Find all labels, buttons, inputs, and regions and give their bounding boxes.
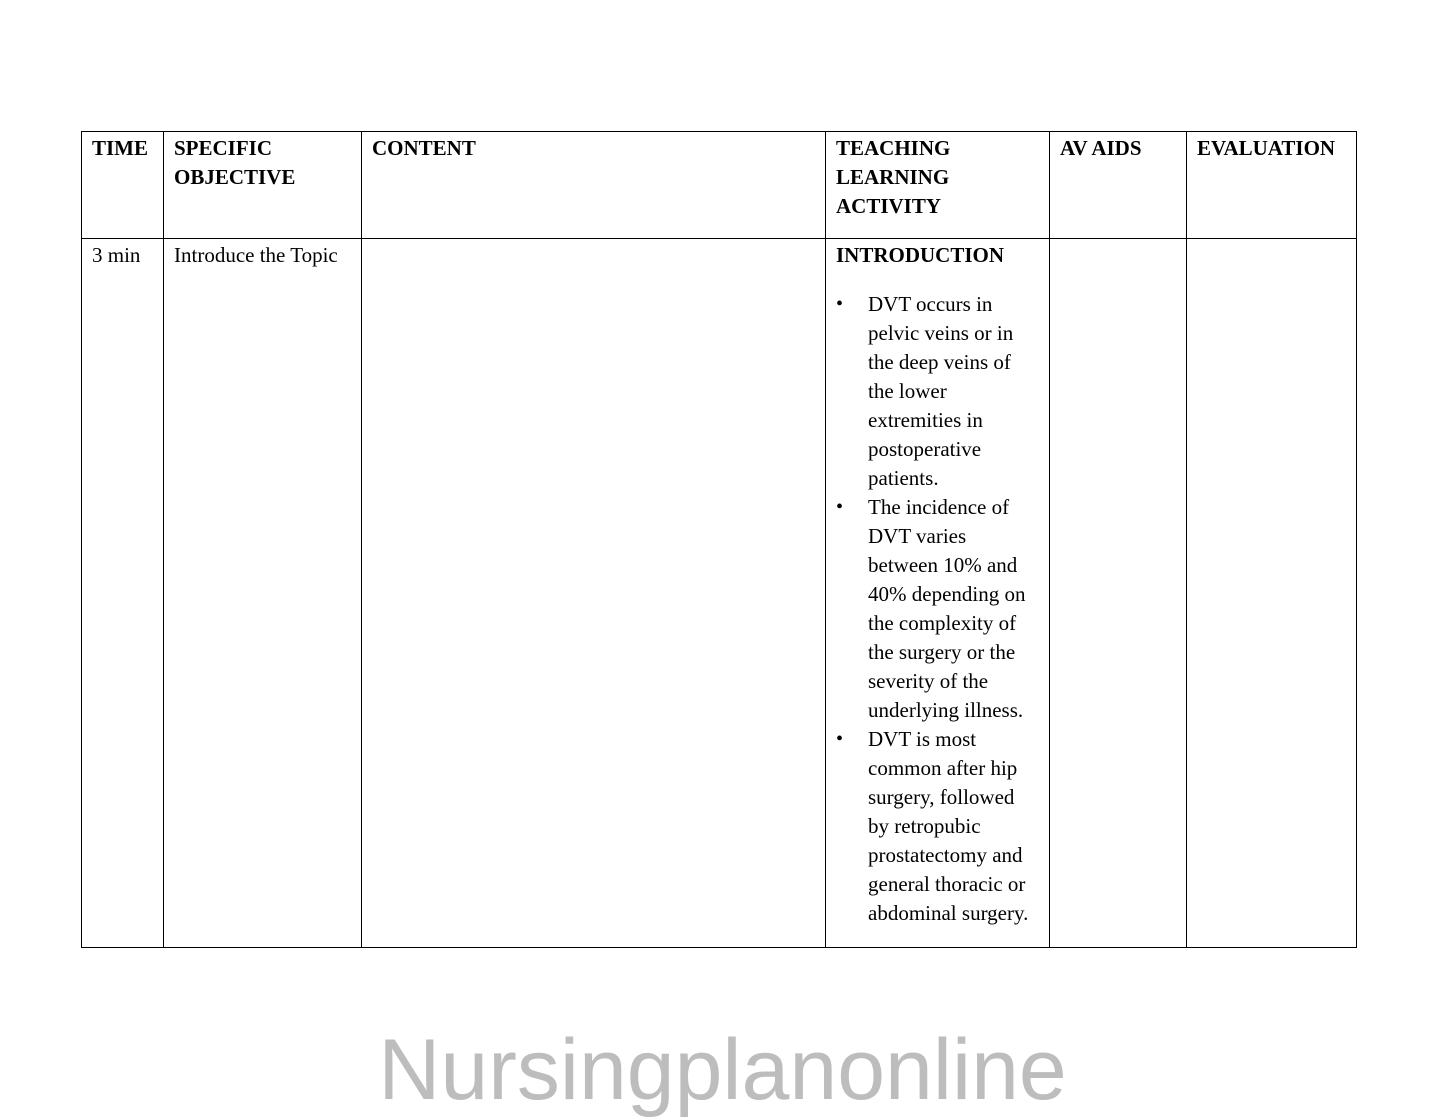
bullet-icon: •	[836, 728, 844, 750]
header-evaluation: EVALUATION	[1187, 132, 1357, 239]
header-time: TIME	[82, 132, 164, 239]
list-item	[836, 290, 1039, 493]
header-specific-objective: SPECIFIC OBJECTIVE	[164, 132, 362, 239]
cell-time: 3 min	[82, 239, 164, 948]
activity-point-text: DVT is most common after hip surgery, followed by retropubic prostatectomy and general thoracic or abdominal surgery.	[868, 727, 1029, 925]
header-av-aids: AV AIDS	[1050, 132, 1187, 239]
cell-specific-objective: Introduce the Topic	[164, 239, 362, 948]
header-teaching-learning-activity: TEACHING LEARNING ACTIVITY	[826, 132, 1050, 239]
activity-point-text: The incidence of DVT varies between 10% and 40% depending on the complexity of the surgery or the severity of the underlying illness.	[868, 495, 1026, 722]
bullet-icon: •	[836, 293, 844, 315]
cell-av-aids	[1050, 239, 1187, 948]
cell-content	[362, 239, 826, 948]
list-item	[836, 725, 1039, 928]
cell-teaching-learning-activity	[826, 239, 1050, 948]
activity-title: INTRODUCTION	[836, 243, 1005, 267]
lesson-plan-table	[81, 131, 1357, 948]
bullet-icon: •	[836, 496, 844, 518]
list-item	[836, 493, 1039, 725]
activity-point-text: DVT occurs in pelvic veins or in the deep veins of the lower extremities in postoperative patients.	[868, 292, 1014, 490]
table-header-row	[82, 132, 1357, 239]
cell-evaluation	[1187, 239, 1357, 948]
header-content: CONTENT	[362, 132, 826, 239]
table-row	[82, 239, 1357, 948]
activity-points-list	[836, 290, 1039, 928]
watermark: Nursingplanonline	[378, 1022, 1067, 1118]
